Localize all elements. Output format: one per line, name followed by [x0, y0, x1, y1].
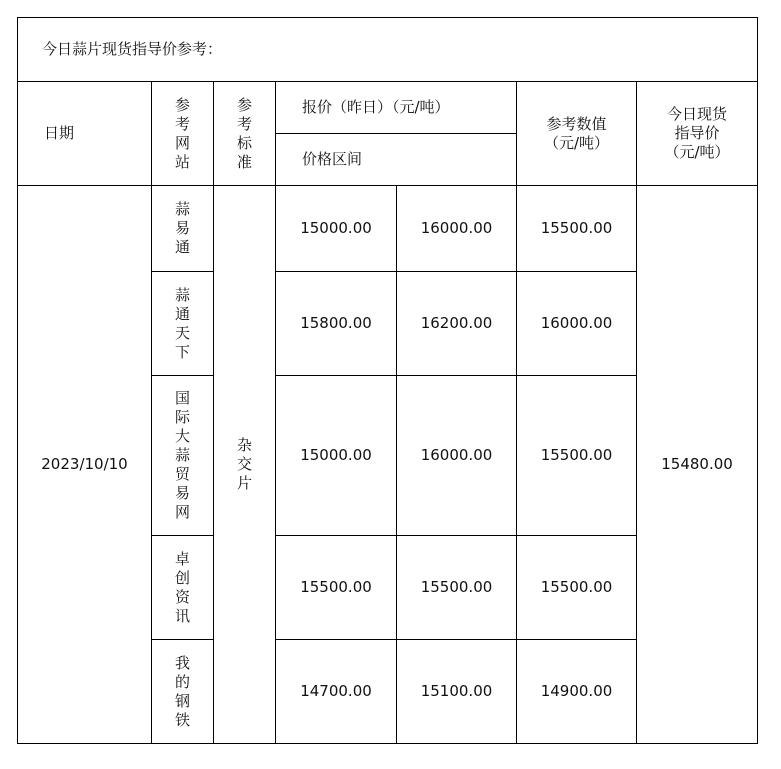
table-caption: 今日蒜片现货指导价参考： [18, 18, 758, 82]
price-high-cell: 15100.00 [397, 640, 517, 744]
price-table [17, 17, 758, 744]
header-ref-value: 参考数值 （元/吨） [517, 82, 637, 186]
price-low-cell: 15500.00 [276, 536, 397, 640]
header-date: 日期 [18, 82, 152, 186]
ref-value-cell: 16000.00 [517, 272, 637, 376]
price-high-cell: 16000.00 [397, 376, 517, 536]
ref-value-cell: 15500.00 [517, 186, 637, 272]
price-high-cell: 15500.00 [397, 536, 517, 640]
ref-value-cell: 14900.00 [517, 640, 637, 744]
site-cell: 我 的 钢 铁 [152, 640, 214, 744]
price-low-cell: 15000.00 [276, 376, 397, 536]
price-low-cell: 15800.00 [276, 272, 397, 376]
header-standard: 参 考 标 准 [214, 82, 276, 186]
price-high-cell: 16000.00 [397, 186, 517, 272]
standard-cell: 杂 交 片 [214, 186, 276, 744]
ref-value-cell: 15500.00 [517, 376, 637, 536]
ref-value-cell: 15500.00 [517, 536, 637, 640]
date-cell: 2023/10/10 [18, 186, 152, 744]
price-high-cell: 16200.00 [397, 272, 517, 376]
today-price-cell: 15480.00 [637, 186, 758, 744]
header-quote: 报价（昨日）（元/吨） [276, 82, 517, 134]
header-website: 参 考 网 站 [152, 82, 214, 186]
site-cell: 蒜 易 通 [152, 186, 214, 272]
site-cell: 蒜 通 天 下 [152, 272, 214, 376]
site-cell: 卓 创 资 讯 [152, 536, 214, 640]
price-low-cell: 15000.00 [276, 186, 397, 272]
header-today-guide: 今日现货 指导价 （元/吨） [637, 82, 758, 186]
header-price-range: 价格区间 [276, 134, 517, 186]
price-table-frame [17, 17, 757, 747]
site-cell: 国 际 大 蒜 贸 易 网 [152, 376, 214, 536]
price-low-cell: 14700.00 [276, 640, 397, 744]
